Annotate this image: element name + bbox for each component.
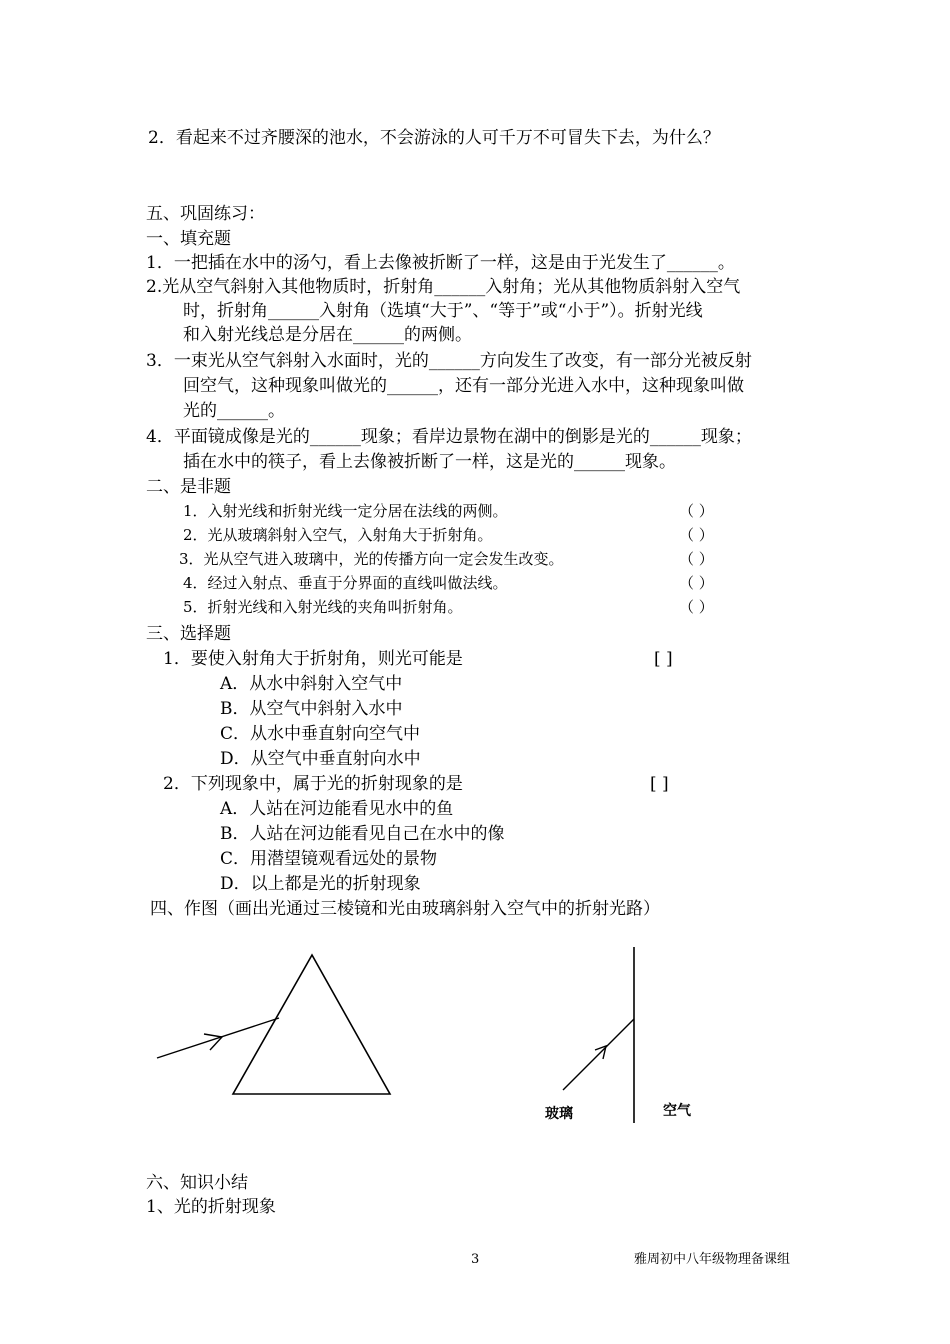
tf-item: 2．光从玻璃斜射入空气，入射角大于折射角。 <box>183 526 493 544</box>
summary-section-title: 六、知识小结 <box>146 1173 248 1193</box>
label-glass: 玻璃 <box>545 1106 573 1122</box>
mc-option: B．从空气中斜射入水中 <box>220 699 403 719</box>
answer-bracket[interactable]: [ ] <box>654 649 673 669</box>
mc-question-stem: 2．下列现象中，属于光的折射现象的是 <box>163 774 463 794</box>
answer-bracket[interactable]: （ ） <box>679 526 714 544</box>
section-title-practice: 五、巩固练习： <box>146 204 265 224</box>
tf-item: 3．光从空气进入玻璃中，光的传播方向一定会发生改变。 <box>179 550 564 568</box>
fill-line: 3．一束光从空气斜射入水面时，光的______方向发生了改变，有一部分光被反射 <box>146 351 752 371</box>
answer-bracket[interactable]: （ ） <box>679 502 714 520</box>
prism-diagram <box>157 955 390 1094</box>
fill-line: 回空气，这种现象叫做光的______，还有一部分光进入水中，这种现象叫做 <box>183 376 744 396</box>
mc-option: D．从空气中垂直射向水中 <box>220 749 421 769</box>
drawing-section-title: 四、作图（画出光通过三棱镜和光由玻璃斜射入空气中的折射光路） <box>150 899 660 919</box>
label-air: 空气 <box>663 1103 691 1119</box>
mc-question-stem: 1．要使入射角大于折射角，则光可能是 <box>163 649 463 669</box>
tf-item: 5．折射光线和入射光线的夹角叫折射角。 <box>183 598 463 616</box>
mc-option: B．人站在河边能看见自己在水中的像 <box>220 824 505 844</box>
fill-line: 和入射光线总是分居在______的两侧。 <box>183 325 472 345</box>
summary-item: 1、光的折射现象 <box>146 1197 276 1217</box>
incident-ray-glass <box>563 1019 634 1090</box>
prism-triangle <box>233 955 390 1094</box>
fill-line: 4．平面镜成像是光的______现象；看岸边景物在湖中的倒影是光的______现象； <box>146 427 752 447</box>
fill-line: 2.光从空气斜射入其他物质时，折射角______入射角；光从其他物质斜射入空气 <box>146 277 741 297</box>
fill-line: 光的______。 <box>183 401 285 421</box>
mc-option: C．从水中垂直射向空气中 <box>220 724 421 744</box>
mc-option: C．用潜望镜观看远处的景物 <box>220 849 438 869</box>
mc-section-title: 三、选择题 <box>146 624 231 644</box>
fill-line: 插在水中的筷子，看上去像被折断了一样，这是光的______现象。 <box>183 452 676 472</box>
fill-line: 时，折射角______入射角（选填“大于”、“等于”或“小于”）。折射光线 <box>183 301 703 321</box>
mc-option: A．从水中斜射入空气中 <box>220 674 403 694</box>
tf-item: 1．入射光线和折射光线一定分居在法线的两侧。 <box>183 502 508 520</box>
mc-option: A．人站在河边能看见水中的鱼 <box>220 799 454 819</box>
answer-bracket[interactable]: （ ） <box>679 598 714 616</box>
footer-group: 雅周初中八年级物理备课组 <box>634 1252 791 1267</box>
discussion-question-2: 2．看起来不过齐腰深的池水，不会游泳的人可千万不可冒失下去，为什么？ <box>148 128 720 148</box>
tf-item: 4．经过入射点、垂直于分界面的直线叫做法线。 <box>183 574 508 592</box>
tf-section-title: 二、是非题 <box>146 477 231 497</box>
interface-diagram <box>545 947 692 1123</box>
fill-line: 1．一把插在水中的汤勺，看上去像被折断了一样，这是由于光发生了______。 <box>146 253 735 273</box>
answer-bracket[interactable]: （ ） <box>679 550 714 568</box>
incident-ray <box>157 1018 279 1058</box>
fill-section-title: 一、填充题 <box>146 229 231 249</box>
answer-bracket[interactable]: （ ） <box>679 574 714 592</box>
page-number: 3 <box>471 1252 480 1267</box>
mc-option: D．以上都是光的折射现象 <box>220 874 421 894</box>
answer-bracket[interactable]: [ ] <box>650 774 669 794</box>
